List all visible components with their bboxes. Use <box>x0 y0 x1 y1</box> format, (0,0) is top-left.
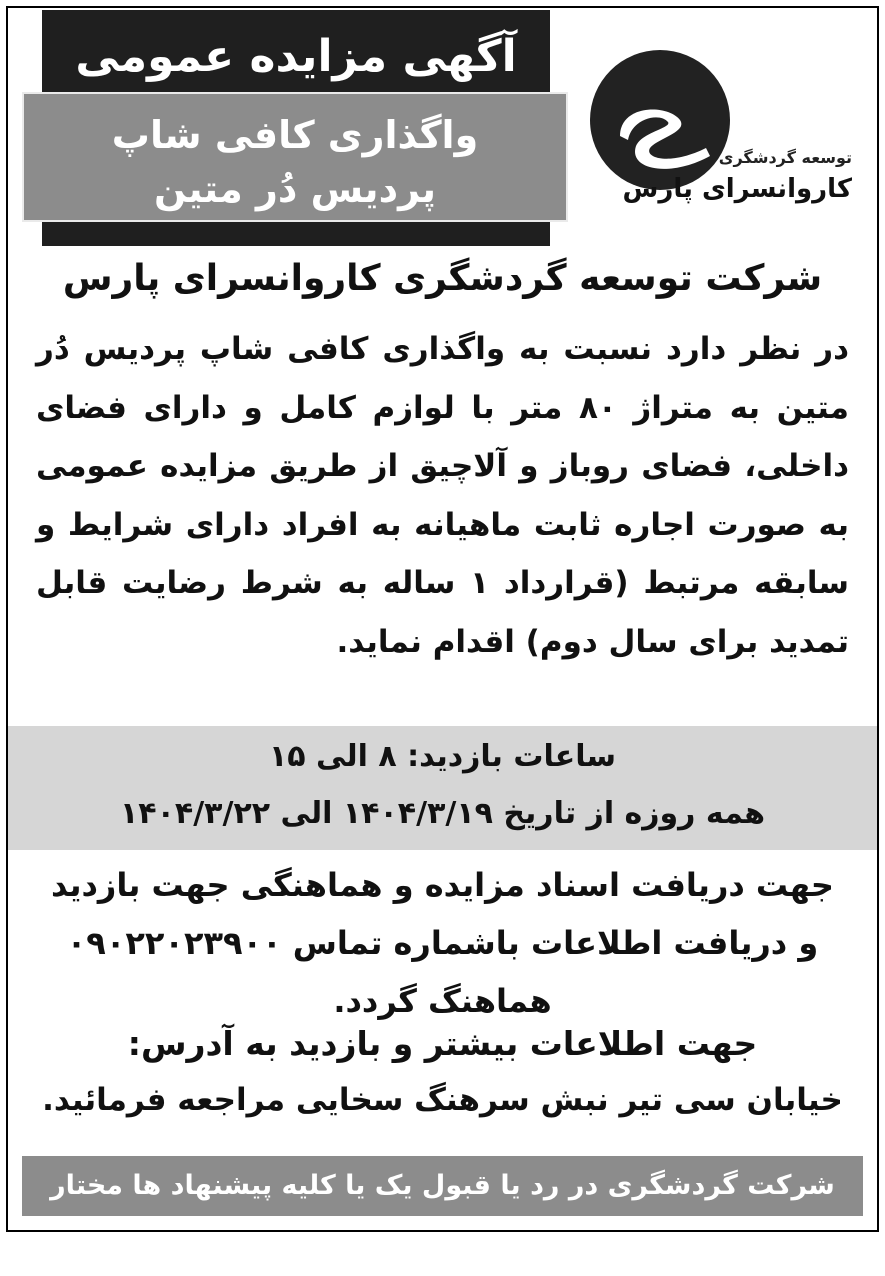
contact-line2: و دریافت اطلاعات باشماره تماس ۰۹۰۲۲۰۲۳۹۰۰ <box>66 924 819 962</box>
header-subtitle-box <box>22 92 568 222</box>
visit-hours: ساعات بازدید: ۸ الی ۱۵ <box>268 739 617 774</box>
visit-dates: همه روزه از تاریخ ۱۴۰۴/۳/۱۹ الی ۱۴۰۴/۳/۲۲ <box>119 796 765 831</box>
contact-info <box>30 856 855 1030</box>
address-title: جهت اطلاعات بیشتر و بازدید به آدرس: <box>127 1024 758 1063</box>
header-title: آگهی مزایده عمومی <box>75 31 517 82</box>
logo-emblem <box>590 50 730 190</box>
logo-subtitle: توسعه گردشگری <box>718 148 852 167</box>
notice-body: در نظر دارد نسبت به واگذاری کافی شاپ پردیس دُر متین به متراژ ۸۰ متر با لوازم کامل و دارای فضای داخلی، فضای روباز و آلاچیق از طریق مزایده عمومی به صورت اجاره ثابت ماهیانه به افراد دارای شرایط و سابقه مرتبط (قرارداد ۱ ساله به شرط رضایت قابل تمدید برای سال دوم) اقدام نماید. <box>36 331 849 660</box>
company-logo <box>580 40 870 240</box>
company-name: شرکت توسعه گردشگری کاروانسرای پارس <box>62 258 823 299</box>
address-text: خیابان سی تیر نبش سرهنگ سخایی مراجعه فرمائید. <box>42 1082 843 1118</box>
contact-line3: هماهنگ گردد. <box>333 982 552 1020</box>
header-subtitle-line1: واگذاری کافی شاپ <box>111 113 479 157</box>
contact-line1: جهت دریافت اسناد مزایده و هماهنگی جهت بازدید <box>51 866 834 904</box>
visit-info-box <box>8 726 877 850</box>
header-subtitle-line2: پردیس دُر متین <box>154 167 436 211</box>
footer-disclaimer: شرکت گردشگری در رد یا قبول یک یا کلیه پیشنهاد ها مختار است. <box>22 1156 863 1216</box>
road-swoosh-icon <box>610 74 720 174</box>
logo-name: کاروانسرای پارس <box>622 174 852 204</box>
